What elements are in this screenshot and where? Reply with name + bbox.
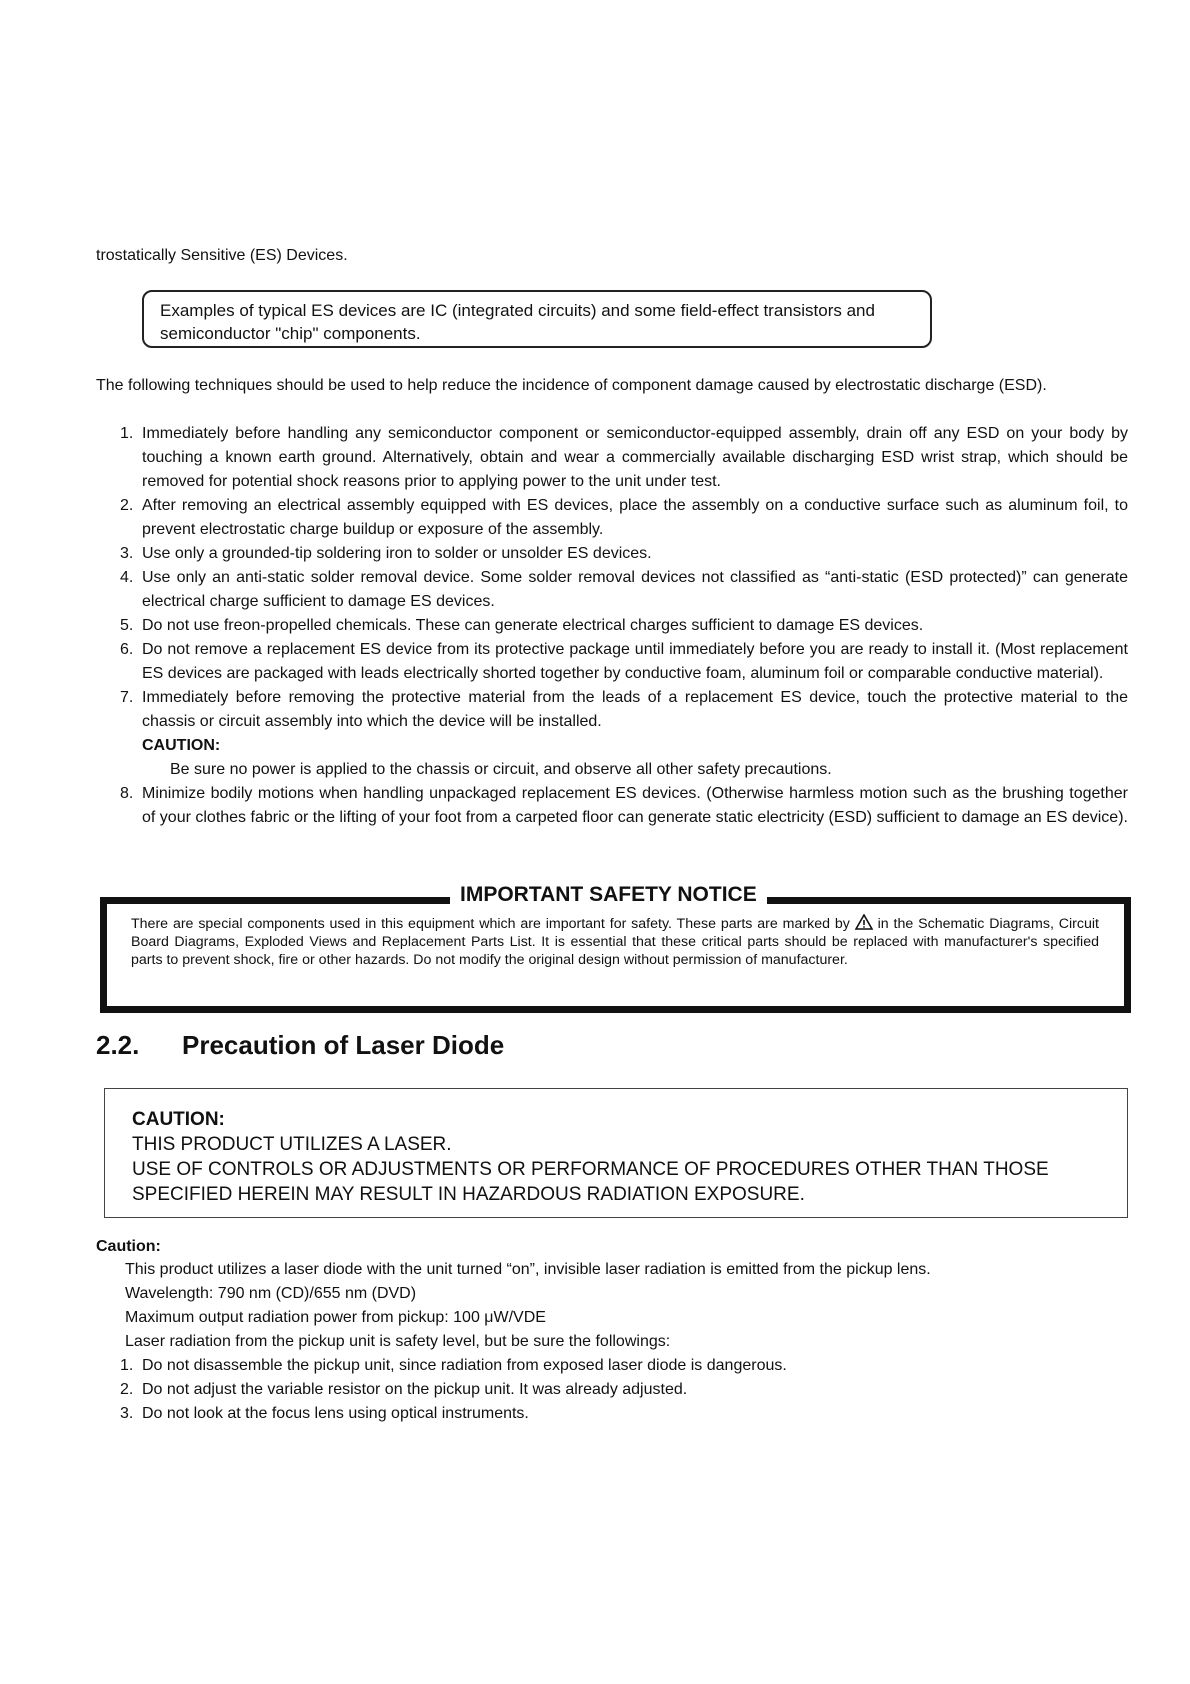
es-box-line-2: semiconductor "chip" components. <box>160 324 421 343</box>
list-item: 8. Minimize bodily motions when handling unpackaged replacement ES devices. (Otherwise harmless motion such as the brushing together of your clothes fabric or the lifting of your foot from a carpeted floor can generate static electricity (ESD) sufficient to damage an ES device). <box>120 785 1128 826</box>
safety-notice-title: IMPORTANT SAFETY NOTICE <box>450 880 767 910</box>
caution-line: Laser radiation from the pickup unit is safety level, but be sure the followings: <box>125 1333 671 1350</box>
esd-steps-list <box>112 422 1128 830</box>
caution-line: Wavelength: 790 nm (CD)/655 nm (DVD) <box>125 1285 417 1302</box>
laser-box-line-1: THIS PRODUCT UTILIZES A LASER. <box>132 1134 452 1155</box>
section-title: Precaution of Laser Diode <box>182 1030 505 1060</box>
list-item: 2. After removing an electrical assembly equipped with ES devices, place the assembly on a conductive surface such as aluminum foil, to prevent electrostatic charge buildup or exposure of the assembly. <box>120 497 1128 538</box>
list-item: 1. Immediately before handling any semiconductor component or semiconductor-equipped assembly, drain off any ESD on your body by touching a known earth ground. Alternatively, obtain and wear a commercially available discharging ESD wrist strap, which should be removed for potential shock reasons prior to applying power to the unit under test. <box>120 425 1128 490</box>
list-item: 6. Do not remove a replacement ES device from its protective package until immediately before you are ready to install it. (Most replacement ES devices are packaged with leads electrically shorted together by conductive foam, aluminum foil or comparable conductive material). <box>120 641 1128 682</box>
laser-box-line-2: USE OF CONTROLS OR ADJUSTMENTS OR PERFORMANCE OF PROCEDURES OTHER THAN THOSE <box>132 1159 1049 1180</box>
list-item: 1. Do not disassemble the pickup unit, since radiation from exposed laser diode is dangerous. <box>120 1357 787 1374</box>
es-box-line-1: Examples of typical ES devices are IC (integrated circuits) and some field-effect transistors and <box>160 301 875 320</box>
list-item: 5. Do not use freon-propelled chemicals. These can generate electrical charges sufficient to damage ES devices. <box>120 617 924 634</box>
list-item: 7. Immediately before removing the protective material from the leads of a replacement ES device, touch the protective material to the chassis or circuit assembly into which the device will be installed. CAUTION: Be sure no power is applied to the chassis or circuit, and observe all other safety precautions. <box>112 686 1128 782</box>
list-item: 3. Do not look at the focus lens using optical instruments. <box>120 1405 529 1422</box>
list-item: 2. Do not adjust the variable resistor on the pickup unit. It was already adjusted. <box>120 1381 688 1398</box>
warning-triangle-icon <box>855 914 873 930</box>
caution-label: Caution: <box>96 1238 161 1255</box>
caution-line: This product utilizes a laser diode with the unit turned “on”, invisible laser radiation is emitted from the pickup lens. <box>125 1261 931 1278</box>
safety-notice-text: There are special components used in this equipment which are important for safety. These parts are marked by in the Schematic Diagrams, Circuit Board Diagrams, Exploded Views and Replacement Parts List. It is essential that these critical parts should be replaced with manufacturer's specified parts to prevent shock, fire or other hazards. Do not modify the original design without permission of manufacturer. <box>131 916 1099 968</box>
section-heading <box>96 1028 504 1062</box>
list-item: 3. Use only a grounded-tip soldering iron to solder or unsolder ES devices. <box>120 545 652 562</box>
laser-box-title: CAUTION: <box>132 1109 225 1130</box>
caution-lines <box>125 1258 931 1354</box>
section-number: 2.2. <box>96 1030 140 1060</box>
list-item: 4. Use only an anti-static solder removal device. Some solder removal devices not classified as “anti-static (ESD protected)” can generate electrical charge sufficient to damage ES devices. <box>120 569 1128 610</box>
caution-line: Maximum output radiation power from pickup: 100 μW/VDE <box>125 1309 546 1326</box>
step-caution-label: CAUTION: <box>142 737 221 754</box>
step-caution-text: Be sure no power is applied to the chassis or circuit, and observe all other safety precautions. <box>170 761 832 778</box>
laser-steps-list <box>112 1354 1128 1426</box>
laser-box-line-3: SPECIFIED HEREIN MAY RESULT IN HAZARDOUS RADIATION EXPOSURE. <box>132 1184 805 1205</box>
esd-intro: The following techniques should be used to help reduce the incidence of component damage caused by electrostatic discharge (ESD). <box>96 377 1047 394</box>
laser-caution-box <box>104 1088 1128 1218</box>
es-devices-box <box>142 290 932 348</box>
intro-line: trostatically Sensitive (ES) Devices. <box>96 247 348 264</box>
